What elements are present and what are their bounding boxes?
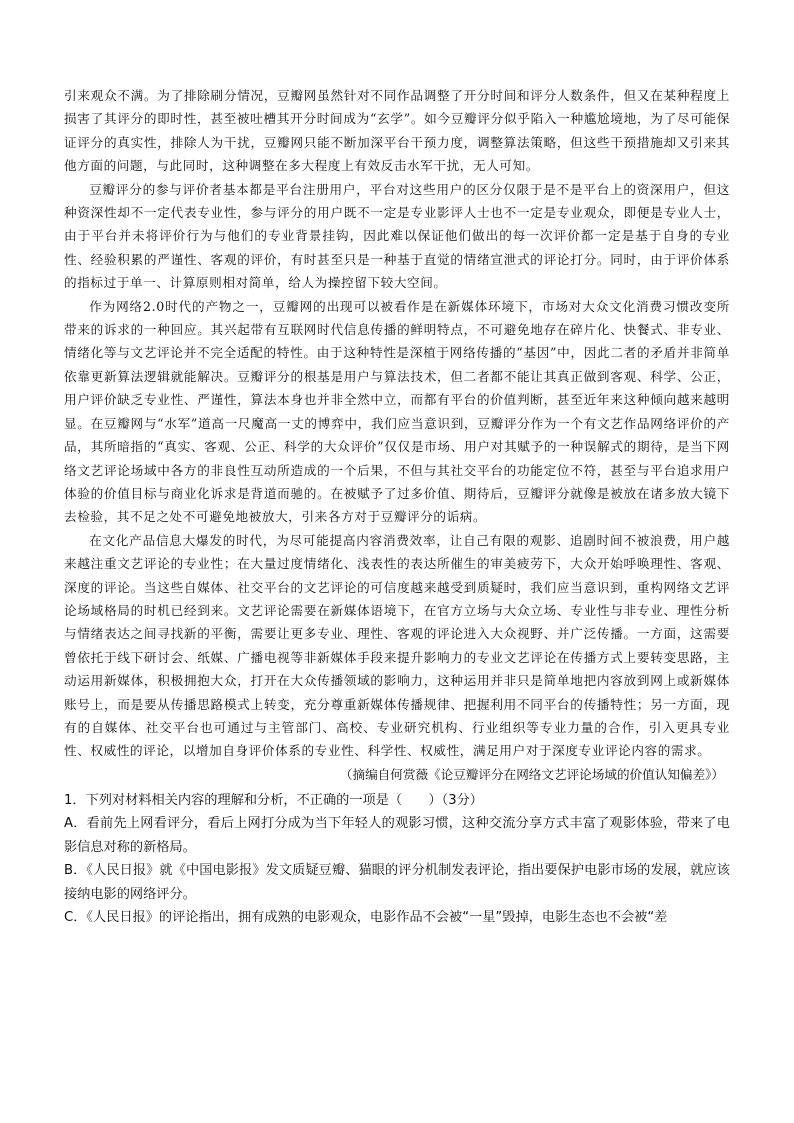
question-section (64, 789, 730, 930)
passage-paragraph-3: 作为网络2.0时代的产物之一，豆瓣网的出现可以被看作是在新媒体环境下，市场对大众文化消费习惯改变所带来的诉求的一种回应。其兴起带有互联网时代信息传播的鲜明特点，不可避免地存在碎片化、快餐式、非专业、情绪化等与文艺评论并不完全适配的特性。由于这种特性是深植于网络传播的“基因”中，因此二者的矛盾并非简单依靠更新算法逻辑就能解决。豆瓣评分的根基是用户与算法技术，但二者都不能让其真正做到客观、科学、公正，用户评价缺乏专业性、严谨性，算法本身也并非全然中立，而都有平台的价值判断，甚至近年来这种倾向越来越明显。在豆瓣网与“水军”道高一尺魔高一丈的博弈中，我们应当意识到，豆瓣评分作为一个有文艺作品网络评价的产品，其所暗指的“真实、客观、公正、科学的大众评价”仅仅是市场、用户对其赋予的一种误解式的期待，是当下网络文艺评论场域中各方的非良性互动所造成的一个后果，不但与其社交平台的功能定位不符，甚至与平台追求用户体验的价值目标与商业化诉求是背道而驰的。在被赋予了过多价值、期待后，豆瓣评分就像是被放在诸多放大镜下去检验，其不足之处不可避免地被放大，引来各方对于豆瓣评分的诟病。 (64, 298, 730, 525)
passage-paragraph-4: 在文化产品信息大爆发的时代，为尽可能提高内容消费效率，让自己有限的观影、追剧时间不被浪费，用户越来越注重文艺评论的专业性；在大量过度情绪化、浅表性的表达所催生的审美疲劳下，大众开始呼唤理性、客观、深度的评论。当这些自媒体、社交平台的文艺评论的可信度越来越受到质疑时，我们应当意识到，重构网络文艺评论场域格局的时机已经到来。文艺评论需要在新媒体语境下，在官方立场与大众立场、专业性与非专业、理性分析与情绪表达之间寻找新的平衡，需要让更多专业、理性、客观的评论进入大众视野、并广泛传播。一方面，这需要曾依托于线下研讨会、纸媒、广播电视等非新媒体手段来提升影响力的专业文艺评论在传播方式上要转变思路，主动运用新媒体，积极拥抱大众，打开在大众传播领域的影响力，这种运用并非只是简单地把内容放到网上或新媒体账号上，而是要从传播思路模式上转变，充分尊重新媒体传播规律、把握利用不同平台的传播特性；另一方面，现有的自媒体、社交平台也可通过与主管部门、高校、专业研究机构、行业组织等专业力量的合作，引入更具专业性、权威性的评论，以增加自身评价体系的专业性、科学性、权威性，满足用户对于深度专业评论内容的需求。 (64, 532, 730, 759)
question-1-option-c: C．《人民日报》的评论指出，拥有成熟的电影观众，电影作品不会被“一星”毁掉，电影生态也不会被“差 (64, 910, 668, 926)
question-1-option-a: A．看前先上网看评分，看后上网打分成为当下年轻人的观影习惯，这种交流分享方式丰富了观影体验，带来了电影信息对称的新格局。 (64, 816, 730, 855)
question-1-option-b: B．《人民日报》就《中国电影报》发文质疑豆瓣、猫眼的评分机制发表评论，指出要保护电影市场的发展，就应该接纳电影的网络评分。 (64, 863, 730, 902)
passage-paragraph-2: 豆瓣评分的参与评价者基本都是平台注册用户，平台对这些用户的区分仅限于是不是平台上的资深用户，但这种资深性却不一定代表专业性，参与评分的用户既不一定是专业影评人士也不一定是专业观众，即便是专业人士，由于平台并未将评价行为与他们的专业背景挂钩，因此难以保证他们做出的每一次评价都一定是基于自身的专业性、经验积累的严谨性、客观的评价，有时甚至只是一种基于直觉的情绪宣泄式的评论打分。同时，由于评价体系的指标过于单一、计算原则相对简单，给人为操控留下较大空间。 (64, 181, 730, 291)
passage-source: （摘编自何赏薇《论豆瓣评分在网络文艺评论场域的价值认知偏差》） (339, 766, 724, 782)
reading-passage (64, 84, 730, 763)
question-1-stem: 1．下列对材料相关内容的理解和分析，不正确的一项是（ ）（3分） (64, 792, 483, 808)
passage-paragraph-1: 引来观众不满。为了排除刷分情况，豆瓣网虽然针对不同作品调整了开分时间和评分人数条件，但又在某种程度上损害了其评分的即时性，甚至被吐槽其开分时间成为“玄学”。如今豆瓣评分似乎陷入一种尴尬境地，为了尽可能保证评分的真实性，排除人为干扰，豆瓣网只能不断加深平台干预力度，调整算法策略，但这些干预措施却又引来其他方面的问题，与此同时，这种调整在多大程度上有效反击水军干扰，无人可知。 (64, 88, 730, 174)
